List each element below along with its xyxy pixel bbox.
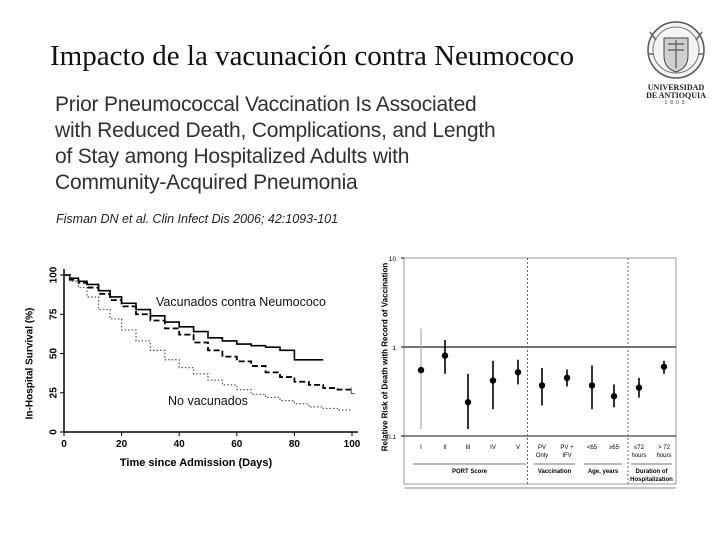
slide-title: Impacto de la vacunación contra Neumococo — [50, 40, 575, 72]
y-tick-label: 75 — [48, 308, 60, 320]
rr-point — [442, 352, 448, 358]
category-label: IV — [490, 445, 496, 451]
x-axis-label: Time since Admission (Days) — [119, 457, 273, 469]
y-tick-label: 10 — [388, 256, 396, 263]
category-label: III — [465, 445, 471, 451]
citation: Fisman DN et al. Clin Infect Dis 2006; 42:1093-101 — [56, 212, 339, 226]
category-label: V — [515, 445, 521, 451]
category-label: PV + — [560, 445, 574, 451]
rr-point — [589, 382, 595, 388]
x-tick-label: 100 — [343, 439, 361, 450]
university-name-line1: UNIVERSIDAD — [647, 83, 705, 92]
rr-point — [661, 364, 667, 370]
group-label: Hospitalization — [630, 477, 673, 483]
university-year: 1803 — [664, 100, 688, 106]
x-tick-label: 0 — [61, 439, 67, 450]
rr-point — [515, 369, 521, 375]
group-label: Duration of — [635, 469, 668, 475]
y-tick-label: 1 — [392, 345, 396, 352]
group-label: Age, years — [587, 469, 619, 475]
category-label: IFV — [562, 453, 572, 459]
group-label: PORT Score — [451, 469, 488, 475]
category-label: <65 — [586, 445, 598, 451]
category-label: II — [443, 445, 447, 451]
category-label: PV — [537, 445, 547, 451]
rr-point — [465, 399, 471, 405]
category-label: I — [420, 445, 422, 451]
x-tick-label: 60 — [231, 439, 243, 450]
group-label: Vaccination — [537, 469, 572, 475]
rr-point — [418, 367, 424, 373]
article-title-line: of Stay among Hospitalized Adults with — [55, 145, 410, 168]
university-name-line2: DE ANTIOQUIA — [646, 91, 706, 100]
annotation-unvaccinated: No vacunados — [168, 394, 248, 408]
y-axis-label: In-Hospital Survival (%) — [24, 307, 36, 420]
y-tick-label: 0 — [48, 429, 60, 435]
article-title-line: Prior Pneumococcal Vaccination Is Associated — [55, 93, 477, 116]
rr-point — [539, 382, 545, 388]
curve-end-mark: L — [350, 386, 356, 396]
annotation-vaccinated: Vacunados contra Neumococo — [156, 295, 327, 309]
x-tick-label: 80 — [288, 439, 300, 450]
y-tick-label: 0.1 — [386, 434, 396, 441]
y-axis-label: Relative Risk of Death with Record of Vaccination — [380, 262, 390, 452]
x-tick-label: 40 — [173, 439, 185, 450]
rr-point — [564, 375, 570, 381]
rr-point — [490, 377, 496, 383]
category-label: hours — [656, 453, 672, 459]
rr-point — [636, 384, 642, 390]
y-tick-label: 50 — [48, 347, 60, 360]
category-label: Only — [535, 453, 549, 459]
category-label: ≥65 — [609, 445, 619, 451]
category-label: hours — [631, 453, 647, 459]
article-title-line: Community-Acquired Pneumonia — [55, 171, 358, 194]
y-tick-label: 100 — [48, 266, 60, 284]
y-tick-label: 25 — [48, 387, 60, 399]
x-tick-label: 20 — [116, 439, 128, 450]
rr-point — [611, 393, 617, 399]
category-label: > 72 — [658, 445, 670, 451]
category-label: ≤72 — [634, 445, 644, 451]
article-title-line: with Reduced Death, Complications, and Length — [55, 119, 496, 142]
